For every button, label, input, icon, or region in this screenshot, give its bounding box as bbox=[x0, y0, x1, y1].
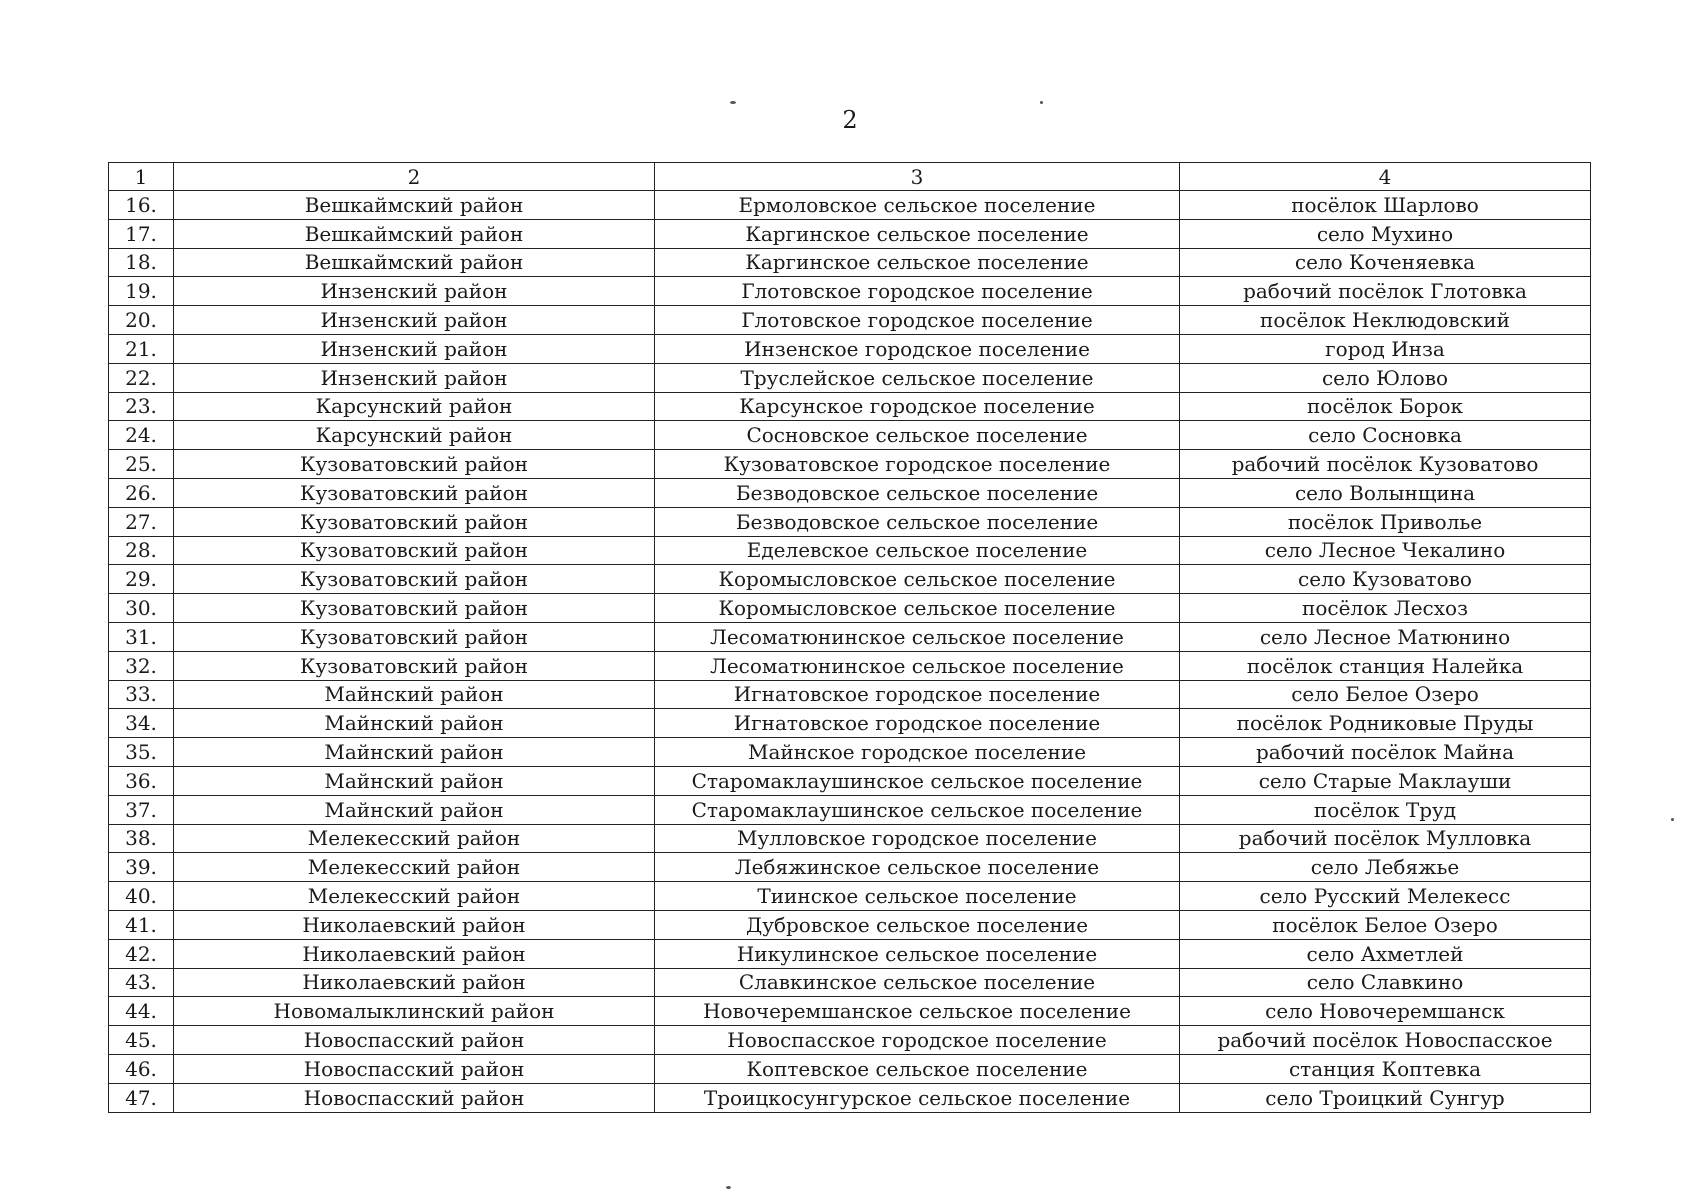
table-row bbox=[109, 968, 1591, 997]
cell-district: Мелекесский район bbox=[174, 882, 655, 911]
cell-locality: посёлок Белое Озеро bbox=[1180, 910, 1591, 939]
cell-district: Кузоватовский район bbox=[174, 536, 655, 565]
cell-settlement: Кузоватовское городское поселение bbox=[655, 450, 1180, 479]
scan-speck bbox=[1671, 818, 1674, 821]
cell-number: 38. bbox=[109, 824, 174, 853]
cell-number: 40. bbox=[109, 882, 174, 911]
cell-district: Инзенский район bbox=[174, 277, 655, 306]
cell-number: 19. bbox=[109, 277, 174, 306]
page-number: 2 bbox=[842, 106, 858, 134]
cell-settlement: Старомаклаушинское сельское поселение bbox=[655, 766, 1180, 795]
settlements-table bbox=[108, 162, 1591, 1113]
cell-district: Кузоватовский район bbox=[174, 507, 655, 536]
cell-district: Вешкаймский район bbox=[174, 219, 655, 248]
cell-settlement: Тиинское сельское поселение bbox=[655, 882, 1180, 911]
cell-settlement: Каргинское сельское поселение bbox=[655, 248, 1180, 277]
cell-settlement: Новочеремшанское сельское поселение bbox=[655, 997, 1180, 1026]
table-row bbox=[109, 795, 1591, 824]
cell-number: 47. bbox=[109, 1083, 174, 1112]
table-row bbox=[109, 334, 1591, 363]
cell-district: Майнский район bbox=[174, 680, 655, 709]
cell-district: Новоспасский район bbox=[174, 1026, 655, 1055]
cell-number: 24. bbox=[109, 421, 174, 450]
cell-district: Кузоватовский район bbox=[174, 622, 655, 651]
cell-district: Майнский район bbox=[174, 795, 655, 824]
cell-number: 23. bbox=[109, 392, 174, 421]
cell-locality: село Волынщина bbox=[1180, 478, 1591, 507]
table-row bbox=[109, 997, 1591, 1026]
cell-settlement: Труслейское сельское поселение bbox=[655, 363, 1180, 392]
scan-speck bbox=[730, 101, 736, 104]
table-row bbox=[109, 507, 1591, 536]
cell-locality: село Лебяжье bbox=[1180, 853, 1591, 882]
cell-locality: посёлок станция Налейка bbox=[1180, 651, 1591, 680]
cell-number: 27. bbox=[109, 507, 174, 536]
cell-settlement: Каргинское сельское поселение bbox=[655, 219, 1180, 248]
cell-number: 16. bbox=[109, 191, 174, 220]
header-cell-number: 1 bbox=[109, 163, 174, 191]
cell-district: Кузоватовский район bbox=[174, 651, 655, 680]
table-row bbox=[109, 450, 1591, 479]
cell-locality: село Славкино bbox=[1180, 968, 1591, 997]
cell-district: Новомалыклинский район bbox=[174, 997, 655, 1026]
table-row bbox=[109, 853, 1591, 882]
cell-district: Новоспасский район bbox=[174, 1054, 655, 1083]
cell-district: Инзенский район bbox=[174, 363, 655, 392]
cell-number: 20. bbox=[109, 306, 174, 335]
cell-settlement: Дубровское сельское поселение bbox=[655, 910, 1180, 939]
cell-settlement: Славкинское сельское поселение bbox=[655, 968, 1180, 997]
cell-settlement: Майнское городское поселение bbox=[655, 738, 1180, 767]
cell-settlement: Еделевское сельское поселение bbox=[655, 536, 1180, 565]
cell-settlement: Игнатовское городское поселение bbox=[655, 680, 1180, 709]
table-row bbox=[109, 191, 1591, 220]
cell-locality: село Коченяевка bbox=[1180, 248, 1591, 277]
cell-settlement: Коромысловское сельское поселение bbox=[655, 594, 1180, 623]
cell-locality: село Ахметлей bbox=[1180, 939, 1591, 968]
cell-locality: посёлок Борок bbox=[1180, 392, 1591, 421]
cell-district: Кузоватовский район bbox=[174, 594, 655, 623]
cell-number: 42. bbox=[109, 939, 174, 968]
cell-district: Мелекесский район bbox=[174, 853, 655, 882]
cell-district: Инзенский район bbox=[174, 306, 655, 335]
cell-district: Майнский район bbox=[174, 709, 655, 738]
cell-settlement: Инзенское городское поселение bbox=[655, 334, 1180, 363]
cell-locality: посёлок Приволье bbox=[1180, 507, 1591, 536]
table-row bbox=[109, 882, 1591, 911]
scan-speck bbox=[726, 1186, 731, 1189]
cell-settlement: Глотовское городское поселение bbox=[655, 306, 1180, 335]
cell-district: Кузоватовский район bbox=[174, 478, 655, 507]
cell-settlement: Троицкосунгурское сельское поселение bbox=[655, 1083, 1180, 1112]
cell-number: 37. bbox=[109, 795, 174, 824]
cell-number: 21. bbox=[109, 334, 174, 363]
cell-number: 46. bbox=[109, 1054, 174, 1083]
scan-speck bbox=[1040, 101, 1043, 104]
cell-locality: посёлок Шарлово bbox=[1180, 191, 1591, 220]
table-row bbox=[109, 392, 1591, 421]
cell-settlement: Глотовское городское поселение bbox=[655, 277, 1180, 306]
cell-settlement: Безводовское сельское поселение bbox=[655, 478, 1180, 507]
cell-settlement: Новоспасское городское поселение bbox=[655, 1026, 1180, 1055]
table-row bbox=[109, 219, 1591, 248]
cell-locality: село Белое Озеро bbox=[1180, 680, 1591, 709]
cell-number: 36. bbox=[109, 766, 174, 795]
cell-number: 18. bbox=[109, 248, 174, 277]
cell-district: Майнский район bbox=[174, 738, 655, 767]
cell-number: 26. bbox=[109, 478, 174, 507]
header-cell-locality: 4 bbox=[1180, 163, 1591, 191]
header-cell-district: 2 bbox=[174, 163, 655, 191]
cell-locality: рабочий посёлок Майна bbox=[1180, 738, 1591, 767]
cell-district: Николаевский район bbox=[174, 939, 655, 968]
cell-number: 33. bbox=[109, 680, 174, 709]
cell-settlement: Старомаклаушинское сельское поселение bbox=[655, 795, 1180, 824]
cell-settlement: Лебяжинское сельское поселение bbox=[655, 853, 1180, 882]
cell-number: 32. bbox=[109, 651, 174, 680]
cell-district: Карсунский район bbox=[174, 421, 655, 450]
cell-settlement: Лесоматюнинское сельское поселение bbox=[655, 651, 1180, 680]
table-row bbox=[109, 680, 1591, 709]
table-row bbox=[109, 421, 1591, 450]
cell-locality: село Сосновка bbox=[1180, 421, 1591, 450]
cell-locality: рабочий посёлок Кузоватово bbox=[1180, 450, 1591, 479]
cell-settlement: Лесоматюнинское сельское поселение bbox=[655, 622, 1180, 651]
cell-locality: село Лесное Матюнино bbox=[1180, 622, 1591, 651]
cell-locality: село Троицкий Сунгур bbox=[1180, 1083, 1591, 1112]
cell-locality: рабочий посёлок Глотовка bbox=[1180, 277, 1591, 306]
cell-district: Вешкаймский район bbox=[174, 191, 655, 220]
cell-district: Николаевский район bbox=[174, 968, 655, 997]
table-row bbox=[109, 248, 1591, 277]
cell-locality: посёлок Лесхоз bbox=[1180, 594, 1591, 623]
cell-number: 29. bbox=[109, 565, 174, 594]
table-row bbox=[109, 939, 1591, 968]
cell-locality: посёлок Неклюдовский bbox=[1180, 306, 1591, 335]
cell-number: 17. bbox=[109, 219, 174, 248]
table-row bbox=[109, 651, 1591, 680]
cell-district: Мелекесский район bbox=[174, 824, 655, 853]
table-row bbox=[109, 824, 1591, 853]
cell-district: Инзенский район bbox=[174, 334, 655, 363]
cell-number: 35. bbox=[109, 738, 174, 767]
cell-locality: посёлок Родниковые Пруды bbox=[1180, 709, 1591, 738]
cell-locality: село Кузоватово bbox=[1180, 565, 1591, 594]
cell-settlement: Безводовское сельское поселение bbox=[655, 507, 1180, 536]
cell-settlement: Коптевское сельское поселение bbox=[655, 1054, 1180, 1083]
cell-number: 30. bbox=[109, 594, 174, 623]
cell-locality: город Инза bbox=[1180, 334, 1591, 363]
cell-number: 22. bbox=[109, 363, 174, 392]
cell-number: 28. bbox=[109, 536, 174, 565]
table-row bbox=[109, 565, 1591, 594]
cell-locality: село Старые Маклауши bbox=[1180, 766, 1591, 795]
cell-settlement: Сосновское сельское поселение bbox=[655, 421, 1180, 450]
table-row bbox=[109, 1026, 1591, 1055]
cell-locality: село Лесное Чекалино bbox=[1180, 536, 1591, 565]
table-row bbox=[109, 536, 1591, 565]
cell-settlement: Коромысловское сельское поселение bbox=[655, 565, 1180, 594]
table-row bbox=[109, 622, 1591, 651]
cell-locality: село Русский Мелекесс bbox=[1180, 882, 1591, 911]
table-row bbox=[109, 910, 1591, 939]
cell-locality: станция Коптевка bbox=[1180, 1054, 1591, 1083]
table-row bbox=[109, 738, 1591, 767]
table-row bbox=[109, 1054, 1591, 1083]
table-row bbox=[109, 277, 1591, 306]
cell-district: Майнский район bbox=[174, 766, 655, 795]
table-row bbox=[109, 306, 1591, 335]
cell-settlement: Никулинское сельское поселение bbox=[655, 939, 1180, 968]
table-row bbox=[109, 1083, 1591, 1112]
table-row bbox=[109, 363, 1591, 392]
cell-settlement: Игнатовское городское поселение bbox=[655, 709, 1180, 738]
cell-number: 25. bbox=[109, 450, 174, 479]
cell-locality: село Юлово bbox=[1180, 363, 1591, 392]
cell-district: Кузоватовский район bbox=[174, 565, 655, 594]
cell-locality: рабочий посёлок Новоспасское bbox=[1180, 1026, 1591, 1055]
table-header-row bbox=[109, 163, 1591, 191]
cell-number: 45. bbox=[109, 1026, 174, 1055]
table-row bbox=[109, 594, 1591, 623]
cell-district: Карсунский район bbox=[174, 392, 655, 421]
cell-district: Вешкаймский район bbox=[174, 248, 655, 277]
cell-district: Новоспасский район bbox=[174, 1083, 655, 1112]
cell-number: 31. bbox=[109, 622, 174, 651]
cell-locality: село Новочеремшанск bbox=[1180, 997, 1591, 1026]
cell-settlement: Мулловское городское поселение bbox=[655, 824, 1180, 853]
cell-number: 39. bbox=[109, 853, 174, 882]
cell-locality: рабочий посёлок Мулловка bbox=[1180, 824, 1591, 853]
cell-number: 34. bbox=[109, 709, 174, 738]
cell-number: 41. bbox=[109, 910, 174, 939]
table-row bbox=[109, 478, 1591, 507]
table-row bbox=[109, 709, 1591, 738]
table-row bbox=[109, 766, 1591, 795]
cell-district: Кузоватовский район bbox=[174, 450, 655, 479]
cell-settlement: Карсунское городское поселение bbox=[655, 392, 1180, 421]
header-cell-settlement: 3 bbox=[655, 163, 1180, 191]
cell-district: Николаевский район bbox=[174, 910, 655, 939]
cell-settlement: Ермоловское сельское поселение bbox=[655, 191, 1180, 220]
cell-number: 43. bbox=[109, 968, 174, 997]
cell-locality: село Мухино bbox=[1180, 219, 1591, 248]
cell-number: 44. bbox=[109, 997, 174, 1026]
table-body bbox=[109, 163, 1591, 1113]
cell-locality: посёлок Труд bbox=[1180, 795, 1591, 824]
